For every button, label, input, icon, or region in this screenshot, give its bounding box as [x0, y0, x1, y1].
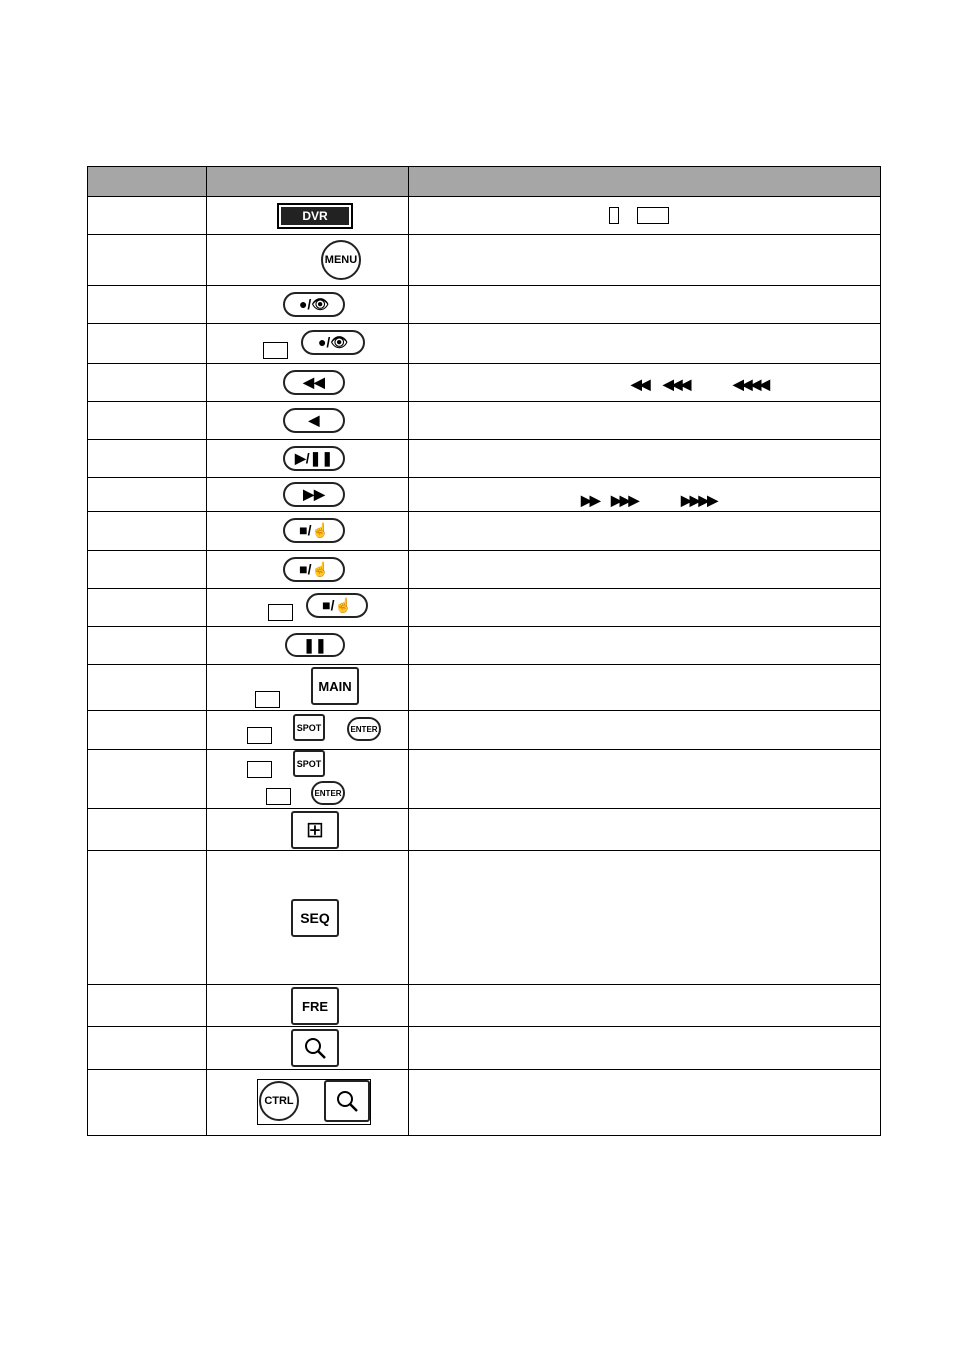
- play-pause-key-icon: ▶/❚❚: [283, 446, 345, 471]
- header-cell-3: [409, 167, 881, 197]
- enter-key-icon: ENTER: [347, 717, 381, 741]
- stop-ptz-key-icon: ■/☝: [306, 593, 368, 618]
- table-row: [88, 589, 881, 627]
- rewind-speed-1-icon: ◀◀: [631, 376, 649, 392]
- rewind-key-icon: ◀◀: [283, 370, 345, 395]
- table-row: [88, 324, 881, 364]
- key-box-small: [609, 207, 619, 224]
- main-key-icon: MAIN: [311, 667, 359, 705]
- modifier-key-box: [255, 691, 280, 708]
- dvr-key-icon: DVR: [277, 203, 353, 229]
- enter-key-icon: ENTER: [311, 781, 345, 805]
- modifier-key-box: [263, 342, 288, 359]
- table-row: [88, 235, 881, 286]
- record-view-key-icon: ●/👁: [283, 292, 345, 317]
- table-row: [88, 750, 881, 809]
- table-row: [88, 478, 881, 512]
- fast-forward-key-icon: ▶▶: [283, 482, 345, 507]
- header-cell-1: [88, 167, 207, 197]
- reverse-play-key-icon: ◀: [283, 408, 345, 433]
- quad-view-key-icon: ⊞: [291, 811, 339, 849]
- ctrl-key-icon: CTRL: [259, 1081, 299, 1121]
- table-row: [88, 627, 881, 665]
- table-row: [88, 512, 881, 551]
- table-header-row: [88, 167, 881, 197]
- table-row: [88, 1070, 881, 1136]
- stop-ptz-key-icon: ■/☝: [283, 557, 345, 582]
- stop-ptz-key-icon: ■/☝: [283, 518, 345, 543]
- table-row: [88, 286, 881, 324]
- table-row: [88, 364, 881, 402]
- table-row: [88, 1027, 881, 1070]
- table-row: [88, 551, 881, 589]
- table-row: [88, 197, 881, 235]
- zoom-key-icon: [324, 1080, 370, 1122]
- table-row: [88, 440, 881, 478]
- rewind-speed-2-icon: ◀◀◀: [663, 376, 690, 392]
- modifier-key-box: [268, 604, 293, 621]
- table-row: [88, 665, 881, 711]
- table-row: [88, 402, 881, 440]
- modifier-key-box: [247, 761, 272, 778]
- record-view-key-icon: ●/👁: [301, 330, 365, 355]
- modifier-key-box: [247, 727, 272, 744]
- freeze-key-icon: FRE: [291, 987, 339, 1025]
- menu-key-icon: MENU: [321, 240, 361, 280]
- pause-key-icon: ❚❚: [285, 633, 345, 657]
- rewind-speed-3-icon: ◀◀◀◀: [733, 376, 769, 392]
- spot-key-icon: SPOT: [293, 750, 325, 777]
- header-cell-2: [207, 167, 409, 197]
- magnifier-icon: [334, 1088, 360, 1114]
- ctrl-zoom-combo: [257, 1079, 371, 1125]
- table-row: [88, 985, 881, 1027]
- modifier-key-box: [266, 788, 291, 805]
- zoom-key-icon: [291, 1029, 339, 1067]
- magnifier-icon: [302, 1035, 328, 1061]
- ff-speed-2-icon: ▶▶▶: [611, 492, 638, 508]
- ff-speed-1-icon: ▶▶: [581, 492, 599, 508]
- table-row: [88, 711, 881, 750]
- key-box-wide: [637, 207, 669, 224]
- key-function-table: [87, 166, 881, 1136]
- spot-key-icon: SPOT: [293, 714, 325, 741]
- ff-speed-3-icon: ▶▶▶▶: [681, 492, 717, 508]
- table-row: [88, 809, 881, 851]
- seq-key-icon: SEQ: [291, 899, 339, 937]
- table-row: [88, 851, 881, 985]
